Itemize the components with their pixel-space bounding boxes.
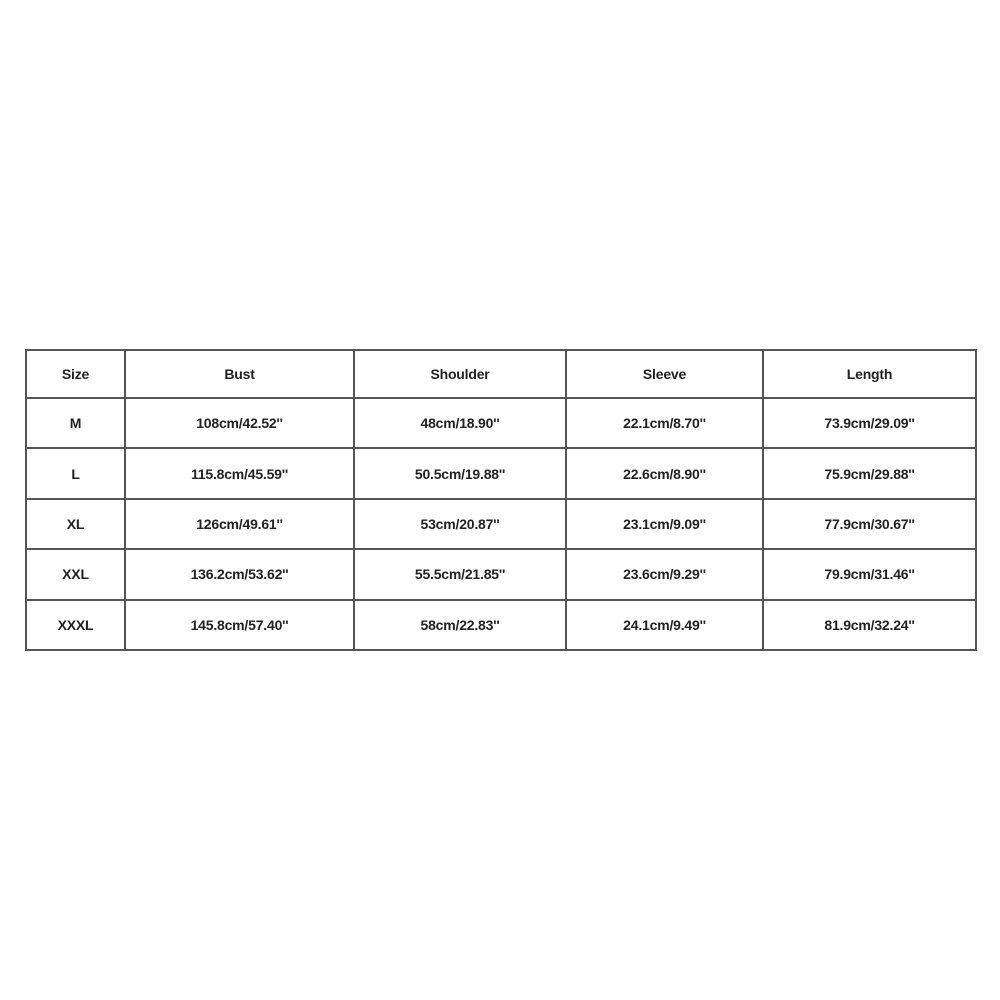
shoulder-cell: 55.5cm/21.85'' <box>354 549 566 599</box>
length-cell: 81.9cm/32.24'' <box>763 600 976 650</box>
shoulder-cell: 48cm/18.90'' <box>354 398 566 448</box>
sleeve-cell: 22.1cm/8.70'' <box>566 398 763 448</box>
length-cell: 79.9cm/31.46'' <box>763 549 976 599</box>
length-cell: 75.9cm/29.88'' <box>763 448 976 498</box>
size-chart-table <box>25 349 977 651</box>
column-header-length: Length <box>763 350 976 398</box>
table-row <box>26 549 976 599</box>
column-header-sleeve: Sleeve <box>566 350 763 398</box>
bust-cell: 145.8cm/57.40'' <box>125 600 354 650</box>
bust-cell: 108cm/42.52'' <box>125 398 354 448</box>
table-header-row <box>26 350 976 398</box>
column-header-shoulder: Shoulder <box>354 350 566 398</box>
shoulder-cell: 50.5cm/19.88'' <box>354 448 566 498</box>
sleeve-cell: 23.6cm/9.29'' <box>566 549 763 599</box>
column-header-size: Size <box>26 350 125 398</box>
table-row <box>26 600 976 650</box>
shoulder-cell: 53cm/20.87'' <box>354 499 566 549</box>
length-cell: 73.9cm/29.09'' <box>763 398 976 448</box>
bust-cell: 126cm/49.61'' <box>125 499 354 549</box>
table-row <box>26 448 976 498</box>
table-row <box>26 398 976 448</box>
size-cell: M <box>26 398 125 448</box>
column-header-bust: Bust <box>125 350 354 398</box>
size-cell: L <box>26 448 125 498</box>
sleeve-cell: 23.1cm/9.09'' <box>566 499 763 549</box>
bust-cell: 115.8cm/45.59'' <box>125 448 354 498</box>
sleeve-cell: 24.1cm/9.49'' <box>566 600 763 650</box>
sleeve-cell: 22.6cm/8.90'' <box>566 448 763 498</box>
size-cell: XXXL <box>26 600 125 650</box>
size-cell: XL <box>26 499 125 549</box>
length-cell: 77.9cm/30.67'' <box>763 499 976 549</box>
table-row <box>26 499 976 549</box>
bust-cell: 136.2cm/53.62'' <box>125 549 354 599</box>
shoulder-cell: 58cm/22.83'' <box>354 600 566 650</box>
size-cell: XXL <box>26 549 125 599</box>
